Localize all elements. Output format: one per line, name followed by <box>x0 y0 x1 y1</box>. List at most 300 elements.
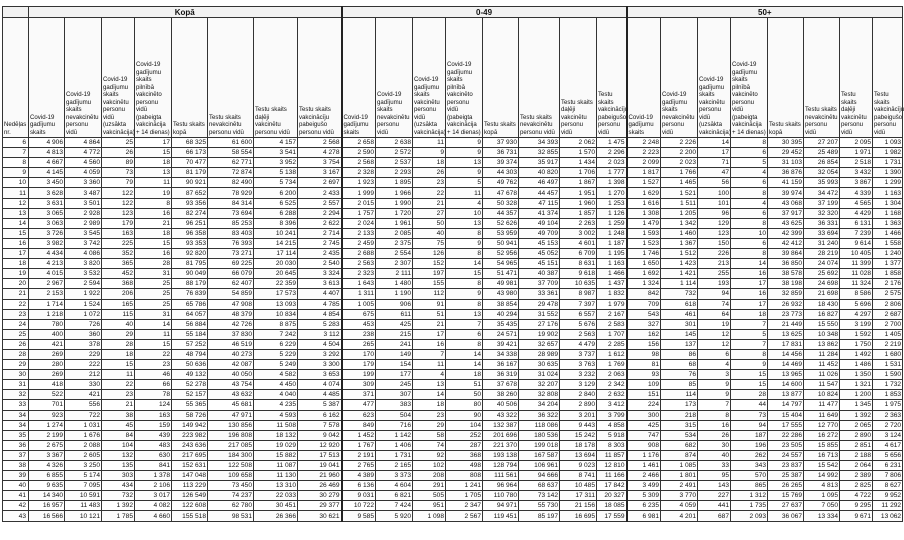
table-cell: 4 667 <box>29 158 65 168</box>
table-cell: 8 <box>731 188 768 198</box>
table-cell: 383 <box>376 400 413 410</box>
table-cell: 29 <box>102 329 135 339</box>
table-cell: 16 827 <box>804 309 840 319</box>
table-cell: 152 631 <box>172 461 208 471</box>
table-cell: 11 477 <box>804 400 840 410</box>
group-0-49-header: 0-49 <box>342 7 627 18</box>
table-cell: 2 632 <box>597 390 627 400</box>
week-number-cell: 19 <box>3 269 29 279</box>
table-cell: 8 <box>731 349 768 359</box>
table-cell: 1 982 <box>873 148 903 158</box>
table-cell: 36 850 <box>768 259 804 269</box>
table-cell: 1 321 <box>840 380 873 390</box>
table-cell: 13 093 <box>254 299 298 309</box>
table-row <box>3 218 903 228</box>
table-cell: 1 692 <box>627 269 661 279</box>
table-cell: 111 561 <box>483 471 519 481</box>
table-cell: 1 248 <box>597 228 627 238</box>
table-cell: 4 772 <box>65 148 102 158</box>
week-number-cell: 30 <box>3 370 29 380</box>
table-row <box>3 249 903 259</box>
table-cell: 42 087 <box>208 360 254 370</box>
table-row <box>3 430 903 440</box>
table-cell: 15 542 <box>804 461 840 471</box>
table-cell: 7 806 <box>873 471 903 481</box>
table-cell: 94 <box>698 289 731 299</box>
table-cell: 11 508 <box>254 420 298 430</box>
table-cell: 1 766 <box>661 168 698 178</box>
table-cell: 147 048 <box>172 471 208 481</box>
table-cell: 35 917 <box>519 158 560 168</box>
table-cell: 1 205 <box>661 208 698 218</box>
table-row <box>3 188 903 198</box>
table-cell: 19 <box>698 319 731 329</box>
table-cell: 64 057 <box>172 309 208 319</box>
table-cell: 3 532 <box>65 269 102 279</box>
table-cell: 4 326 <box>29 461 65 471</box>
table-cell: 3 726 <box>29 228 65 238</box>
table-cell: 50 <box>413 218 446 228</box>
table-row <box>3 329 903 339</box>
table-cell: 96 251 <box>172 218 208 228</box>
table-cell: 2 062 <box>560 138 597 148</box>
week-number-cell: 14 <box>3 218 29 228</box>
table-cell: 15 769 <box>768 491 804 501</box>
table-cell: 4 <box>731 198 768 208</box>
week-number-cell: 20 <box>3 279 29 289</box>
table-header <box>3 7 903 138</box>
week-number-cell: 25 <box>3 329 29 339</box>
table-cell: 1 676 <box>65 430 102 440</box>
table-cell: 8 303 <box>597 440 627 450</box>
table-cell: 4 339 <box>840 188 873 198</box>
table-cell: 269 <box>29 349 65 359</box>
table-cell: 11 292 <box>873 501 903 511</box>
table-cell: 11 <box>413 360 446 370</box>
table-cell: 193 138 <box>483 450 519 460</box>
table-cell: 923 <box>29 410 65 420</box>
table-row <box>3 420 903 430</box>
table-cell: 51 <box>413 309 446 319</box>
table-row <box>3 238 903 248</box>
week-number-cell: 34 <box>3 420 29 430</box>
table-cell: 12 810 <box>597 461 627 471</box>
table-cell: 6 821 <box>376 491 413 501</box>
table-cell: 196 808 <box>208 430 254 440</box>
table-cell: 265 <box>342 339 376 349</box>
table-row <box>3 158 903 168</box>
table-cell: 50 636 <box>172 360 208 370</box>
table-cell: 1 650 <box>627 259 661 269</box>
table-cell: 66 173 <box>172 148 208 158</box>
table-cell: 2 658 <box>342 138 376 148</box>
table-cell: 9 952 <box>873 491 903 501</box>
week-number-cell: 41 <box>3 491 29 501</box>
table-cell: 21 960 <box>298 471 342 481</box>
table-cell: 36 167 <box>483 360 519 370</box>
table-cell: 222 <box>65 360 102 370</box>
table-cell: 1 465 <box>661 178 698 188</box>
table-cell: 162 <box>627 329 661 339</box>
table-cell: 6 557 <box>560 309 597 319</box>
table-cell: 20 030 <box>254 259 298 269</box>
table-cell: 441 <box>698 501 731 511</box>
table-cell: 73 <box>102 168 135 178</box>
table-cell: 2 285 <box>597 339 627 349</box>
table-cell: 13 877 <box>768 390 804 400</box>
column-header-0-49-3: Covid-19 gadījumu skaits vakcinētu personu vidū (uzsākta vakcinācija) <box>413 18 446 138</box>
table-cell: 18 <box>135 228 172 238</box>
table-cell: 4 015 <box>29 269 65 279</box>
column-header-0-49-7: Testu skaits daļēji vakcinētu personu vidū <box>560 18 597 138</box>
table-cell: 9 023 <box>560 461 597 471</box>
table-cell: 2 200 <box>661 148 698 158</box>
table-cell: 201 696 <box>483 430 519 440</box>
table-cell: 26 469 <box>298 481 342 491</box>
table-cell: 21 <box>102 400 135 410</box>
table-cell: 8 <box>446 339 483 349</box>
table-cell: 5 696 <box>840 299 873 309</box>
table-cell: 2 563 <box>342 259 376 269</box>
table-cell: 1 486 <box>840 360 873 370</box>
table-cell: 17 <box>413 329 446 339</box>
table-cell: 1 731 <box>376 450 413 460</box>
table-cell: 22 033 <box>254 491 298 501</box>
table-cell: 16 <box>731 269 768 279</box>
table-cell: 1 299 <box>873 178 903 188</box>
table-cell: 21 <box>413 198 446 208</box>
table-cell: 27 <box>413 208 446 218</box>
table-cell: 10 824 <box>804 390 840 400</box>
table-cell: 81 <box>627 360 661 370</box>
table-cell: 27 207 <box>804 138 840 148</box>
table-cell: 150 <box>698 238 731 248</box>
table-cell: 62 407 <box>208 279 254 289</box>
table-cell: 14 <box>446 349 483 359</box>
table-cell: 1 801 <box>661 471 698 481</box>
table-cell: 8 <box>135 198 172 208</box>
table-cell: 15 <box>135 238 172 248</box>
table-row <box>3 471 903 481</box>
table-cell: 23 837 <box>768 461 804 471</box>
table-cell: 1 785 <box>102 511 135 521</box>
column-header-50plus-7: Testu skaits daļēji vakcinētu personu vidū <box>840 18 873 138</box>
table-cell: 11 087 <box>254 461 298 471</box>
table-cell: 92 820 <box>172 249 208 259</box>
table-cell: 255 <box>698 269 731 279</box>
table-cell: 1 867 <box>560 178 597 188</box>
table-cell: 16 566 <box>29 511 65 521</box>
table-cell: 1 176 <box>627 450 661 460</box>
table-cell: 2 323 <box>342 269 376 279</box>
table-cell: 2 023 <box>597 158 627 168</box>
table-cell: 1 466 <box>873 228 903 238</box>
table-cell: 17 <box>731 279 768 289</box>
table-cell: 11 547 <box>804 380 840 390</box>
table-cell: 50 941 <box>483 238 519 248</box>
table-cell: 421 <box>65 390 102 400</box>
table-row <box>3 309 903 319</box>
table-row <box>3 269 903 279</box>
week-number-cell: 36 <box>3 440 29 450</box>
table-cell: 11 026 <box>804 370 840 380</box>
table-cell: 43 632 <box>208 390 254 400</box>
table-cell: 287 <box>446 440 483 450</box>
table-cell: 12 <box>698 339 731 349</box>
table-cell: 2 363 <box>873 410 903 420</box>
table-cell: 378 <box>65 339 102 349</box>
table-cell: 4 813 <box>804 481 840 491</box>
table-cell: 6 <box>698 349 731 359</box>
table-cell: 327 <box>627 319 661 329</box>
table-cell: 137 <box>661 339 698 349</box>
table-cell: 48 379 <box>208 309 254 319</box>
table-cell: 47 678 <box>483 188 519 198</box>
table-cell: 25 387 <box>768 471 804 481</box>
table-cell: 11 649 <box>804 410 840 420</box>
table-cell: 1 731 <box>873 158 903 168</box>
table-cell: 4 660 <box>135 511 172 521</box>
table-cell: 33 <box>698 461 731 471</box>
table-cell: 343 <box>731 461 768 471</box>
table-cell: 1 390 <box>873 168 903 178</box>
table-cell: 151 <box>627 390 661 400</box>
table-cell: 6 <box>731 208 768 218</box>
week-number-cell: 39 <box>3 471 29 481</box>
table-cell: 4 <box>731 168 768 178</box>
table-cell: 93 <box>627 370 661 380</box>
table-cell: 315 <box>661 420 698 430</box>
table-cell: 7 095 <box>65 481 102 491</box>
table-cell: 13 <box>413 380 446 390</box>
table-cell: 179 <box>102 218 135 228</box>
table-cell: 118 086 <box>519 420 560 430</box>
table-cell: 504 <box>376 410 413 420</box>
table-cell: 1 377 <box>873 259 903 269</box>
table-cell: 32 657 <box>519 339 560 349</box>
table-cell: 24 074 <box>804 259 840 269</box>
table-cell: 6 200 <box>254 188 298 198</box>
table-cell: 7 <box>413 349 446 359</box>
table-cell: 5 676 <box>560 319 597 329</box>
table-cell: 27 176 <box>519 319 560 329</box>
week-number-cell: 17 <box>3 249 29 259</box>
table-cell: 3 737 <box>560 349 597 359</box>
table-cell: 18 <box>413 158 446 168</box>
table-cell: 732 <box>661 289 698 299</box>
table-cell: 4 201 <box>661 511 698 521</box>
table-cell: 22 286 <box>768 430 804 440</box>
table-cell: 908 <box>627 440 661 450</box>
week-number-cell: 24 <box>3 319 29 329</box>
table-cell: 31 <box>135 269 172 279</box>
table-cell: 14 469 <box>768 360 804 370</box>
table-cell: 1 480 <box>376 279 413 289</box>
table-cell: 34 204 <box>519 400 560 410</box>
table-cell: 2 219 <box>873 339 903 349</box>
table-cell: 40 820 <box>519 168 560 178</box>
column-header-0-49-8: Testu skaits vakcinācīju pabeigušo personu vidū <box>597 18 627 138</box>
table-cell: 10 121 <box>65 511 102 521</box>
table-cell: 4 145 <box>29 168 65 178</box>
table-cell: 18 <box>135 158 172 168</box>
table-cell: 505 <box>413 491 446 501</box>
table-cell: 1 163 <box>597 259 627 269</box>
table-cell: 6 <box>731 148 768 158</box>
table-cell: 2 605 <box>65 450 102 460</box>
table-cell: 15 882 <box>254 450 298 460</box>
table-cell: 28 <box>102 339 135 349</box>
table-cell: 217 695 <box>172 450 208 460</box>
table-cell: 165 <box>102 299 135 309</box>
column-header-50plus-4: Covid-19 gadījumu skaits pilnībā vakcinēto personu vidū (pabeigta vakcinācija + 14 dienas) <box>731 18 768 138</box>
table-cell: 2 697 <box>298 178 342 188</box>
table-cell: 9 <box>698 380 731 390</box>
table-cell: 44 <box>731 400 768 410</box>
table-cell: 24 557 <box>768 450 804 460</box>
table-cell: 3 501 <box>65 198 102 208</box>
table-cell: 3 763 <box>560 360 597 370</box>
table-cell: 2 638 <box>376 138 413 148</box>
table-cell: 543 <box>627 309 661 319</box>
table-cell: 26 932 <box>768 299 804 309</box>
table-cell: 73 271 <box>208 249 254 259</box>
table-cell: 113 229 <box>172 481 208 491</box>
table-cell: 8 <box>446 279 483 289</box>
table-cell: 3 124 <box>873 430 903 440</box>
table-cell: 89 <box>102 158 135 168</box>
table-cell: 55 365 <box>172 400 208 410</box>
table-cell: 3 367 <box>29 450 65 460</box>
table-cell: 3 545 <box>65 228 102 238</box>
table-cell: 156 <box>627 339 661 349</box>
table-cell: 3 <box>698 370 731 380</box>
table-cell: 498 <box>446 461 483 471</box>
table-cell: 52 956 <box>483 249 519 259</box>
table-cell: 2 307 <box>376 259 413 269</box>
table-cell: 49 132 <box>172 370 208 380</box>
table-cell: 43 068 <box>768 198 804 208</box>
table-cell: 80 <box>446 400 483 410</box>
table-cell: 1 592 <box>840 329 873 339</box>
week-number-cell: 22 <box>3 299 29 309</box>
table-cell: 196 <box>731 440 768 450</box>
table-body <box>3 138 903 522</box>
table-cell: 43 980 <box>483 289 519 299</box>
table-cell: 122 <box>102 198 135 208</box>
table-cell: 16 695 <box>560 511 597 521</box>
table-cell: 5 229 <box>254 349 298 359</box>
table-cell: 2 594 <box>65 279 102 289</box>
table-cell: 2 590 <box>342 148 376 158</box>
table-cell: 34 472 <box>804 188 840 198</box>
table-cell: 1 923 <box>342 178 376 188</box>
table-cell: 2 491 <box>661 481 698 491</box>
table-cell: 1 195 <box>597 249 627 259</box>
table-cell: 18 <box>446 370 483 380</box>
column-header-row <box>3 18 903 138</box>
table-cell: 197 <box>413 269 446 279</box>
table-cell: 4 813 <box>29 148 65 158</box>
table-cell: 19 902 <box>519 329 560 339</box>
table-cell: 34 338 <box>483 349 519 359</box>
table-cell: 14 <box>731 259 768 269</box>
table-cell: 199 <box>342 370 376 380</box>
table-cell: 35 993 <box>804 178 840 188</box>
table-cell: 1 345 <box>840 400 873 410</box>
table-cell: 2 165 <box>376 461 413 471</box>
table-cell: 1 521 <box>661 188 698 198</box>
table-cell: 32 855 <box>519 148 560 158</box>
table-cell: 84 <box>102 430 135 440</box>
column-header-50plus-3: Covid-19 gadījumu skaits vakcinētu personu vidū (uzsākta vakcinācija) <box>698 18 731 138</box>
table-cell: 221 370 <box>483 440 519 450</box>
table-cell: 2 466 <box>627 471 661 481</box>
table-cell: 556 <box>65 400 102 410</box>
table-cell: 66 079 <box>208 269 254 279</box>
table-cell: 40 <box>413 228 446 238</box>
table-cell: 5 283 <box>298 319 342 329</box>
table-cell: 11 <box>446 188 483 198</box>
week-group-cell <box>3 7 29 18</box>
table-cell: 3 063 <box>29 218 65 228</box>
table-cell: 152 <box>413 259 446 269</box>
table-row <box>3 228 903 238</box>
table-cell: 6 <box>731 238 768 248</box>
table-cell: 213 <box>698 259 731 269</box>
table-cell: 4 864 <box>65 138 102 148</box>
table-cell: 2 745 <box>298 238 342 248</box>
table-cell: 17 513 <box>298 450 342 460</box>
table-cell: 6 <box>731 178 768 188</box>
table-cell: 82 274 <box>172 208 208 218</box>
table-cell: 8 631 <box>560 259 597 269</box>
table-cell: 94 666 <box>519 471 560 481</box>
table-cell: 4 297 <box>840 309 873 319</box>
table-cell: 425 <box>376 319 413 329</box>
table-cell: 8 <box>731 249 768 259</box>
table-cell: 199 018 <box>519 440 560 450</box>
column-header-kopa-7: Testu skaits daļēji vakcinētu personu vidū <box>254 18 298 138</box>
table-cell: 30 279 <box>298 491 342 501</box>
week-number-cell: 28 <box>3 349 29 359</box>
table-cell: 3 952 <box>254 158 298 168</box>
table-cell: 10 <box>446 208 483 218</box>
table-cell: 6 131 <box>840 218 873 228</box>
table-cell: 40 294 <box>483 309 519 319</box>
table-row <box>3 390 903 400</box>
column-header-0-49-5: Testu skaits kopā <box>483 18 519 138</box>
week-number-cell: 18 <box>3 259 29 269</box>
table-cell: 27 637 <box>768 501 804 511</box>
week-number-cell: 8 <box>3 158 29 168</box>
table-cell: 1 324 <box>627 279 661 289</box>
table-cell: 50 <box>446 390 483 400</box>
week-number-cell: 29 <box>3 360 29 370</box>
table-row <box>3 380 903 390</box>
table-row <box>3 410 903 420</box>
column-header-50plus-6: Testu skaits nevakcinētu personu vidū <box>804 18 840 138</box>
table-cell: 70 477 <box>172 158 208 168</box>
table-cell: 1 304 <box>873 198 903 208</box>
table-cell: 13 <box>446 309 483 319</box>
table-cell: 14 992 <box>804 471 840 481</box>
table-cell: 368 <box>102 279 135 289</box>
table-cell: 54 859 <box>208 289 254 299</box>
table-cell: 2 065 <box>840 420 873 430</box>
table-cell: 32 859 <box>768 289 804 299</box>
table-cell: 1 093 <box>873 138 903 148</box>
